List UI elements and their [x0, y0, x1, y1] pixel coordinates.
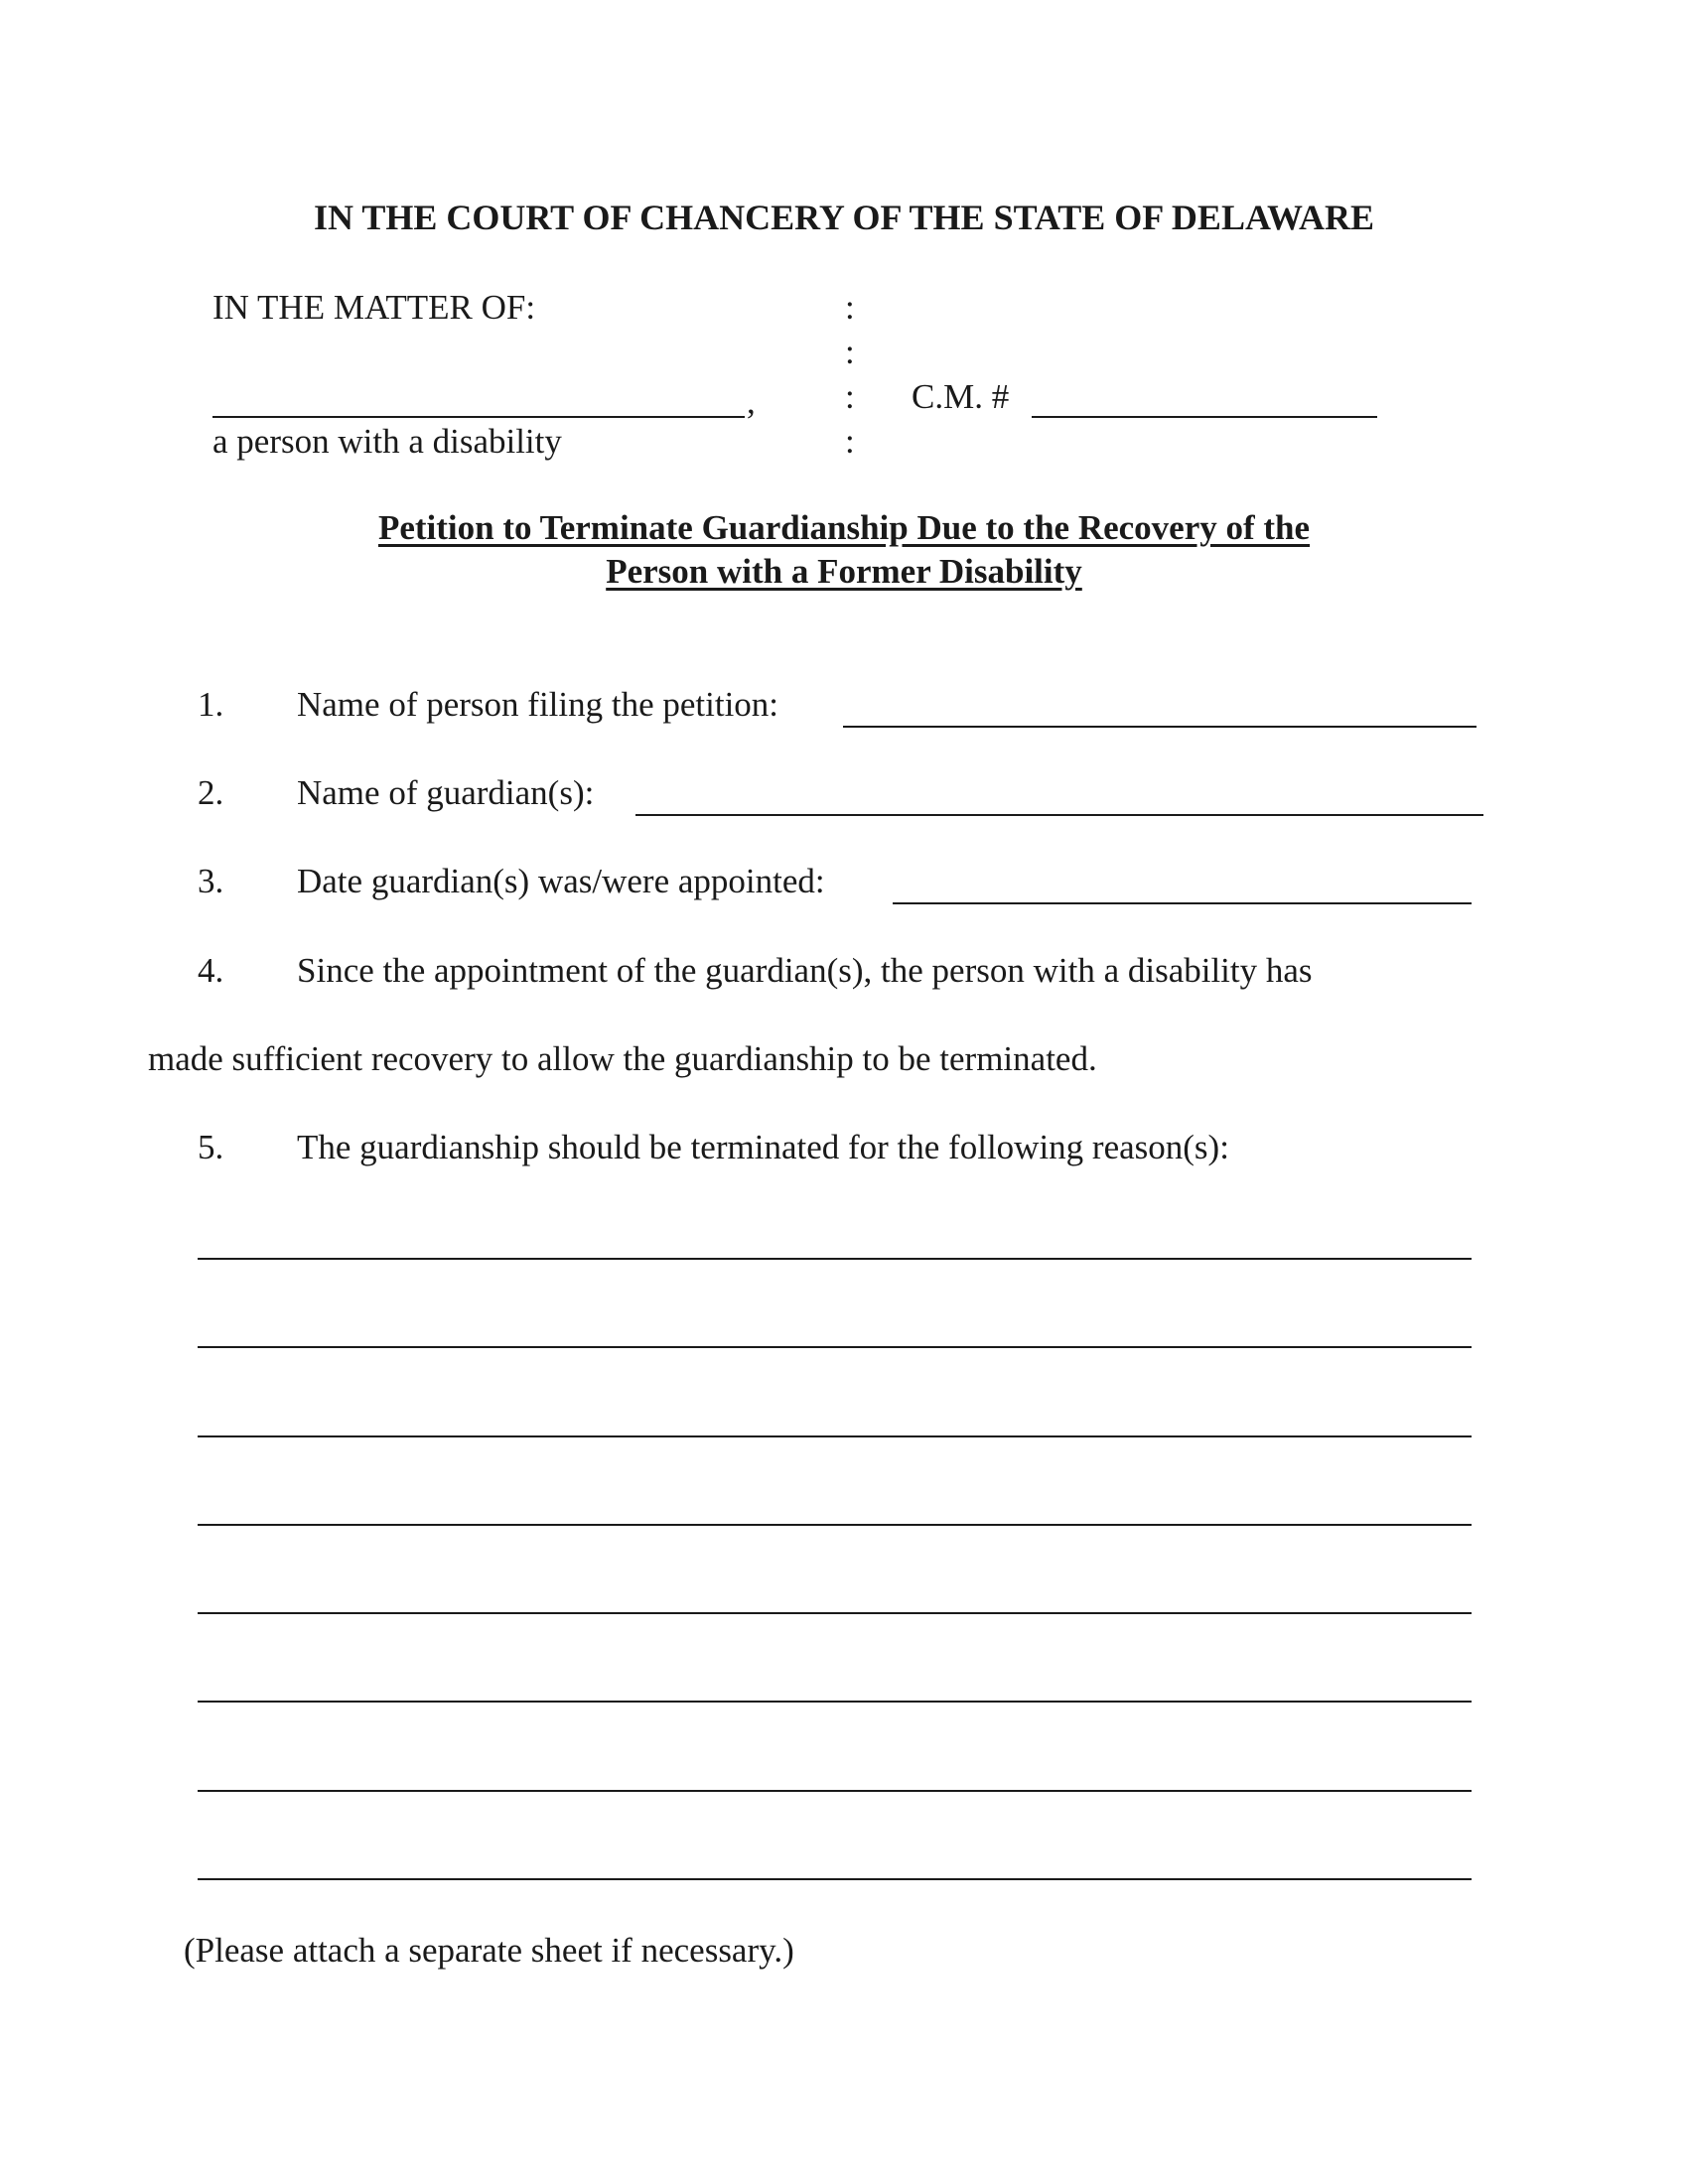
- appointment-date-field[interactable]: [893, 902, 1472, 904]
- in-the-matter-of-label: IN THE MATTER OF:: [212, 288, 536, 327]
- caption-colon: :: [845, 333, 855, 371]
- petitioner-name-field[interactable]: [843, 726, 1477, 728]
- reason-line[interactable]: [198, 1346, 1472, 1348]
- respondent-name-field[interactable]: [212, 416, 745, 418]
- guardian-name-label: Name of guardian(s):: [297, 773, 595, 812]
- petitioner-name-label: Name of person filing the petition:: [297, 685, 779, 724]
- reason-line[interactable]: [198, 1524, 1472, 1526]
- item-number: 3.: [198, 862, 224, 900]
- caption-colon: :: [845, 377, 855, 416]
- cm-number-label: C.M. #: [912, 377, 1010, 416]
- appointment-date-label: Date guardian(s) was/were appointed:: [297, 862, 825, 900]
- caption-colon: :: [845, 288, 855, 327]
- recovery-statement: Since the appointment of the guardian(s), the person with a disability has: [297, 951, 1313, 990]
- reason-line[interactable]: [198, 1258, 1472, 1260]
- reason-line[interactable]: [198, 1790, 1472, 1792]
- caption-colon: :: [845, 422, 855, 461]
- person-with-disability-label: a person with a disability: [212, 422, 562, 461]
- reason-line[interactable]: [198, 1612, 1472, 1614]
- reason-line[interactable]: [198, 1435, 1472, 1437]
- petition-title-line2: Person with a Former Disability: [606, 552, 1082, 591]
- guardian-name-field[interactable]: [635, 814, 1483, 816]
- item-number: 4.: [198, 951, 224, 990]
- petition-title-line1: Petition to Terminate Guardianship Due to the Recovery of the: [377, 508, 1311, 547]
- reason-line[interactable]: [198, 1878, 1472, 1880]
- item-number: 1.: [198, 685, 224, 724]
- court-title: IN THE COURT OF CHANCERY OF THE STATE OF DELAWARE: [314, 198, 1374, 237]
- cm-number-field[interactable]: [1032, 416, 1377, 418]
- reasons-label: The guardianship should be terminated for the following reason(s):: [297, 1128, 1229, 1166]
- attach-sheet-note: (Please attach a separate sheet if necessary.): [184, 1931, 794, 1970]
- caption-comma: ,: [747, 382, 756, 421]
- item-number: 5.: [198, 1128, 224, 1166]
- recovery-statement-continuation: made sufficient recovery to allow the guardianship to be terminated.: [148, 1039, 1097, 1078]
- reason-line[interactable]: [198, 1701, 1472, 1703]
- item-number: 2.: [198, 773, 224, 812]
